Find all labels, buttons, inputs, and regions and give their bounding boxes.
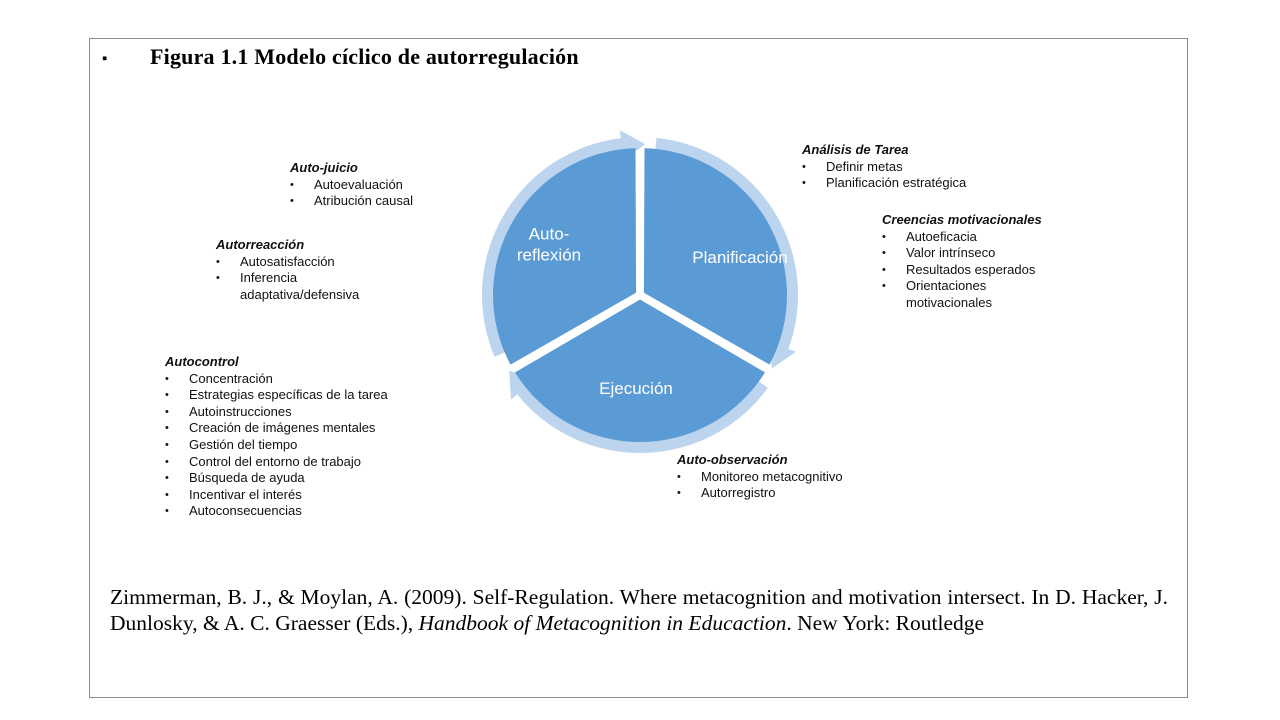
list-item: • Gestión del tiempo [165,437,388,454]
segment-label-ejecucion [599,379,673,398]
list-item: • Concentración [165,371,388,388]
group-heading: Auto-observación [677,452,788,467]
group-autorreaccion [216,237,359,303]
list-item: • Incentivar el interés [165,487,388,504]
list-item: • Búsqueda de ayuda [165,470,388,487]
group-autocontrol [165,354,388,520]
citation-text: Zimmerman, B. J., & Moylan, A. (2009). Self-Regulation. Where metacognition and motivation intersect. In D. Hacker, J. Dunlosky, & A. C. Graesser (Eds.), [110,585,1168,635]
group-heading: Creencias motivacionales [882,212,1042,227]
group-heading: Auto-juicio [290,160,358,175]
list-item: • Estrategias específicas de la tarea [165,387,388,404]
group-list [216,254,359,304]
group-auto-juicio [290,160,413,210]
figure-title: Figura 1.1 Modelo cíclico de autorregulación [150,44,579,69]
citation-book-title: Handbook of Metacognition in Educaction [418,611,787,635]
list-item: • Inferencia adaptativa/defensiva [216,270,359,303]
list-item: • Autosatisfacción [216,254,359,271]
group-heading: Autorreacción [216,237,305,252]
segment-label-line: Auto- [528,224,570,244]
list-item: • Autoevaluación [290,177,413,194]
group-list [165,371,388,520]
list-item: • Autoconsecuencias [165,503,388,520]
group-list [290,177,413,210]
group-auto-observacion [677,452,843,502]
list-item: • Orientaciones motivacionales [882,278,1042,311]
list-item: • Atribución causal [290,193,413,210]
title-bullet: ▪ [102,51,108,67]
group-heading: Análisis de Tarea [802,142,909,157]
list-item: • Control del entorno de trabajo [165,454,388,471]
list-item: • Monitoreo metacognitivo [677,469,843,486]
list-item: • Autoinstrucciones [165,404,388,421]
list-item: • Planificación estratégica [802,175,966,192]
group-list [882,229,1042,312]
citation-publisher: . New York: Routledge [786,611,985,635]
group-analisis-de-tarea [802,142,966,192]
list-item: • Autoeficacia [882,229,1042,246]
list-item: • Resultados esperados [882,262,1042,279]
group-list [677,469,843,502]
list-item: • Autorregistro [677,485,843,502]
citation [110,584,1168,636]
list-item: • Definir metas [802,159,966,176]
segment-label-planificacion [692,248,787,267]
segment-label-line: Planificación [692,248,788,267]
segment-label-line: reflexión [516,245,582,265]
segment-label-line: Ejecución [599,379,673,398]
group-heading: Autocontrol [165,354,239,369]
list-item: • Valor intrínseco [882,245,1042,262]
list-item: • Creación de imágenes mentales [165,420,388,437]
group-creencias-motivacionales [882,212,1042,312]
group-list [802,159,966,192]
